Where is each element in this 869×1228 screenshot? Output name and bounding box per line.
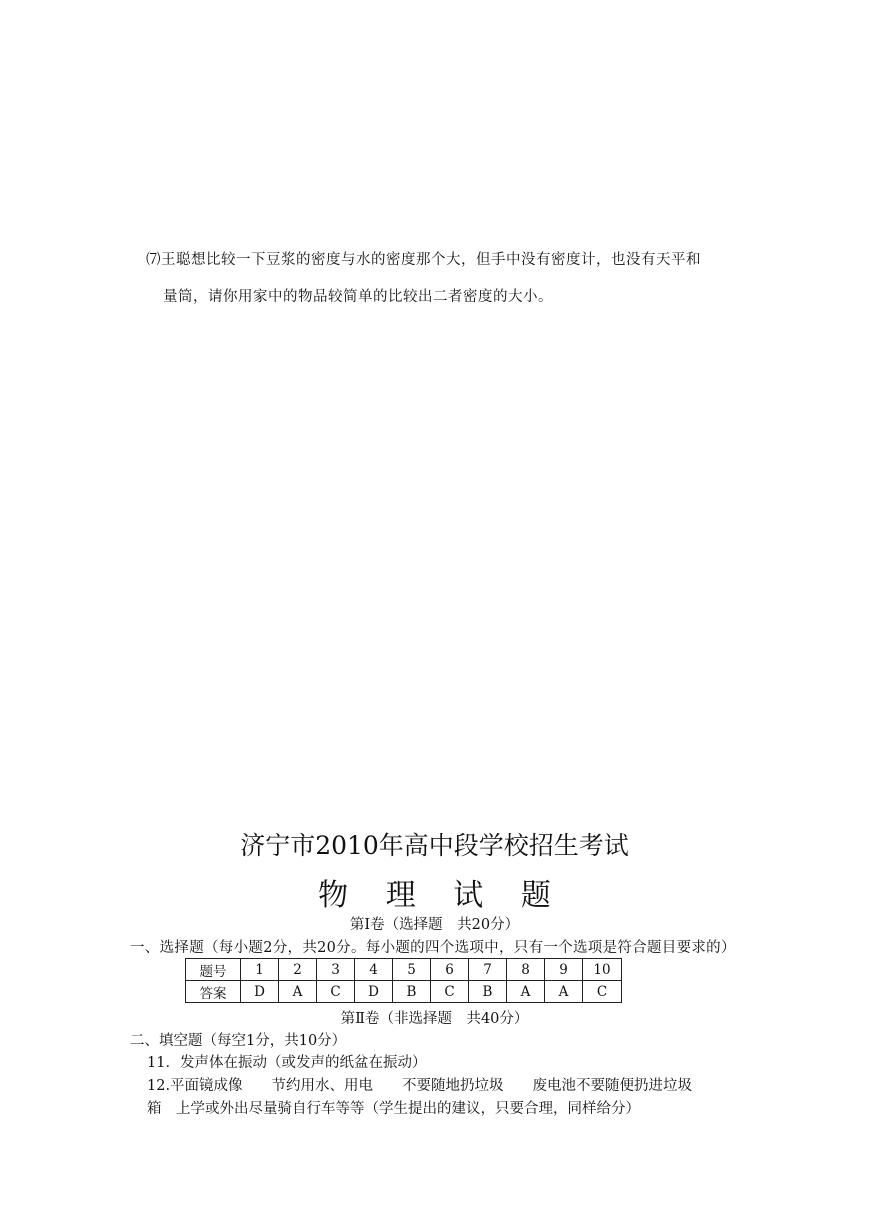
subject-char: 试 xyxy=(453,878,484,913)
question-number-cell: 2 xyxy=(279,959,317,981)
subject-char: 题 xyxy=(520,878,551,913)
question-number-cell: 3 xyxy=(317,959,355,981)
row-label-answer: 答案 xyxy=(186,981,241,1003)
question-7-line-1: ⑺王聪想比较一下豆浆的密度与水的密度那个大，但手中没有密度计，也没有天平和 xyxy=(146,252,701,268)
answer-cell: D xyxy=(241,981,279,1003)
subject-char: 物 xyxy=(318,878,349,913)
answer-12-line-1: 12.平面镜成像 节约用水、用电 不要随地扔垃圾 废电池不要随便扔进垃圾 xyxy=(147,1078,693,1094)
answer-cell: A xyxy=(507,981,545,1003)
table-row-answers xyxy=(186,981,622,1003)
question-number-cell: 8 xyxy=(507,959,545,981)
answer-cell: B xyxy=(393,981,431,1003)
exam-title: 济宁市2010年高中段学校招生考试 xyxy=(240,831,629,860)
subject-char: 理 xyxy=(385,878,416,913)
question-7-line-2: 量筒，请你用家中的物品较简单的比较出二者密度的大小。 xyxy=(163,289,553,305)
question-number-cell: 4 xyxy=(355,959,393,981)
question-number-cell: 9 xyxy=(545,959,583,981)
answer-cell: B xyxy=(469,981,507,1003)
answer-12-line-2: 箱 上学或外出尽量骑自行车等等（学生提出的建议，只要合理，同样给分） xyxy=(147,1101,640,1117)
question-number-cell: 1 xyxy=(241,959,279,981)
answer-table xyxy=(185,958,622,1003)
answer-11: 11．发声体在振动（或发声的纸盆在振动） xyxy=(147,1055,427,1071)
volume-1-heading: 第Ⅰ卷（选择题 共20分） xyxy=(349,917,520,933)
answer-cell: C xyxy=(583,981,622,1003)
answer-cell: C xyxy=(431,981,469,1003)
question-number-cell: 6 xyxy=(431,959,469,981)
row-label-number: 题号 xyxy=(186,959,241,981)
subject-title xyxy=(0,870,869,914)
question-number-cell: 10 xyxy=(583,959,622,981)
answer-cell: A xyxy=(279,981,317,1003)
volume-2-heading: 第Ⅱ卷（非选择题 共40分） xyxy=(340,1011,529,1027)
answer-cell: D xyxy=(355,981,393,1003)
question-number-cell: 5 xyxy=(393,959,431,981)
section-1-heading: 一、选择题（每小题2分，共20分。每小题的四个选项中，只有一个选项是符合题目要求的） xyxy=(130,940,736,956)
section-2-heading: 二、填空题（每空1分，共10分） xyxy=(130,1033,347,1049)
answer-cell: A xyxy=(545,981,583,1003)
question-number-cell: 7 xyxy=(469,959,507,981)
table-row-numbers xyxy=(186,959,622,981)
answer-cell: C xyxy=(317,981,355,1003)
